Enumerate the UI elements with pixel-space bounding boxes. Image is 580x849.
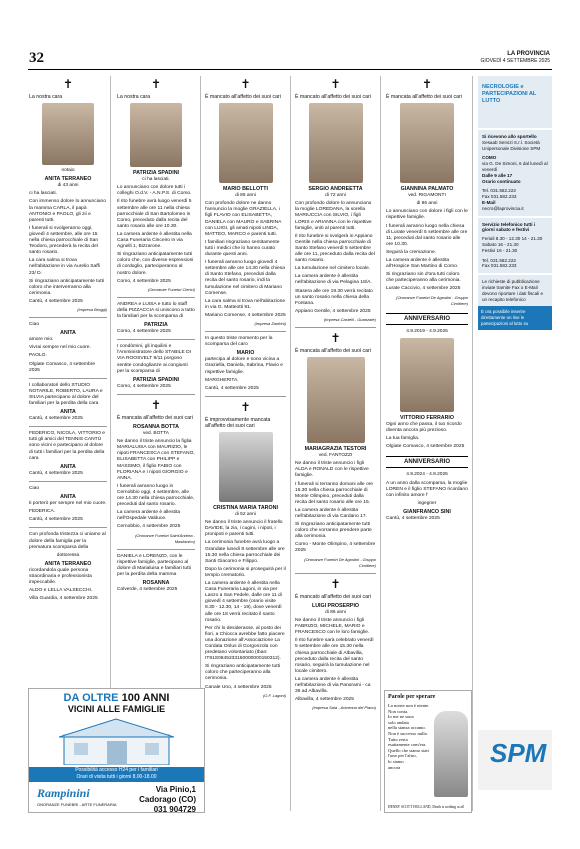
email-label: E-Mail xyxy=(482,199,496,205)
separator xyxy=(117,339,195,340)
poem-line: lo siamo xyxy=(388,758,404,764)
portrait-photo xyxy=(219,103,273,183)
notice-date: Cantù, 4 settembre 2025 xyxy=(29,416,83,422)
notice-label: È mancato all'affetto dei suoi cari xyxy=(295,94,371,100)
ad-phone: 031 904729 xyxy=(153,805,196,813)
notice-date: Cantù, 4 settembre 2025 xyxy=(205,385,259,391)
notice-signature: FEDERICA. xyxy=(29,509,56,515)
deceased-name: ANITA TERRANEO xyxy=(44,560,92,567)
portrait-photo xyxy=(130,103,182,167)
notice-text: Il rito funebre si svolgerà in Appiano Gentile nella chiesa parrocchiale di Santo Stefano venerdì 5 settembre alle ore 11, preceduto dalla recita del santo rosario. xyxy=(295,233,375,264)
angel-statue-image xyxy=(434,711,468,797)
separator xyxy=(117,394,195,395)
notice-label: È mancato all'affetto dei suoi cari xyxy=(205,94,281,100)
separator xyxy=(29,317,107,318)
deceased-name: CRISTINA MARIA TARONI xyxy=(213,505,278,511)
notice-label: La nostra cara xyxy=(117,94,151,100)
deceased-name: VITTORIO FERRARIO xyxy=(399,414,455,421)
info-hours: Feriali 8.30 - 12.30 14 - 21.30 xyxy=(482,236,543,242)
funeral-home-ad[interactable] xyxy=(28,688,205,813)
ad-info-line: Possibilità accesso H24 per i familiari xyxy=(75,767,158,773)
info-text: via G. De Simoni, 6 dal lunedì al venerdì xyxy=(482,161,548,172)
notice-date: Cernobbio, 4 settembre 2025 xyxy=(117,524,181,530)
notice-text: La cara salma si trova nell'abitazione in via Aurelio Saffi 23/ D. xyxy=(29,258,100,276)
notice-label: È improvvisamente mancata all'affetto dei suoi cari xyxy=(205,416,271,429)
notice-text: amore mio. xyxy=(29,337,54,343)
column-4 xyxy=(295,76,376,811)
notice-text: ti porterò per sempre nel mio cuore. xyxy=(29,501,107,507)
notice-text: Ne danno il triste annuncio i figli FABRIZIO, MICHELE, MARIO e FRANCESCO con le loro famiglie. xyxy=(295,618,370,636)
separator xyxy=(117,549,195,550)
ad-address-street: Via Pinio,1 xyxy=(155,785,196,794)
photo-caption: notaio xyxy=(61,168,75,174)
separator xyxy=(29,481,107,482)
notice-text: ANDREA e LUISA e tutto lo staff della PIZZACCIA si uniscono a tutto la familiari per la scomparsa di xyxy=(117,301,195,319)
ad-info-line: Orari di visita tutti i giorni 8.00-18.00 xyxy=(76,774,157,780)
column-2 xyxy=(117,76,195,681)
fax-number: Fax 031.582.233 xyxy=(482,194,517,200)
notice-text: Con profonda tristezza ci uniamo al dolore della famiglia per la prematura scomparsa della xyxy=(29,532,106,550)
cross-icon: ✝ xyxy=(150,77,162,91)
anniversary-dates: 4.9.2019 - 4.9.2025 xyxy=(406,328,448,334)
info-hours: Orario continuato xyxy=(482,178,521,184)
notice-date: Como - Monte Olimpino, 4 settembre 2025 xyxy=(295,542,376,554)
anniversary-dates: 4.9.2024 - 4.9.2025 xyxy=(406,472,448,478)
notice-date: Albavilla, 4 settembre 2025 xyxy=(295,697,354,703)
poem-line: solo andata xyxy=(388,719,409,725)
cross-icon: ✝ xyxy=(330,77,341,91)
notice-text: La camera ardente è allestita nell'abitazione di via Panorami - ca 36 ad Albavilla. xyxy=(295,676,371,695)
deceased-name: GIANFRANCO SINI xyxy=(403,508,451,515)
notice-date: Mariano Comense, 4 settembre 2025 xyxy=(205,312,286,318)
fax-number: Fax 031.582.233 xyxy=(482,263,517,269)
notice-text: Si ringraziano anticipatamente tutti coloro che vorranno prendere parte alla cerimonia. xyxy=(295,522,372,540)
info-text: Le richieste di pubblicazione inviate tramite Fax o E-Mail devono riportare i dati fiscali e un recapito telefonico xyxy=(482,279,544,302)
email-link[interactable]: necro@laprovincia.it xyxy=(482,205,524,211)
notice-text: Lo annunciano con dolore tutti i colleghi O.d.V. - A.N.P.S. di Como. xyxy=(117,185,192,197)
ad-info-bar xyxy=(29,767,204,782)
deceased-name: ANITA TERRANEO xyxy=(44,176,92,183)
info-hours: Festivi 16 - 21.30 xyxy=(482,247,518,253)
notice-text: In questo triste momento per la scomparsa del caro xyxy=(205,336,273,348)
portrait-photo xyxy=(400,103,454,183)
deceased-name: ANITA xyxy=(60,494,76,501)
notice-text: Stasera alle ore 19.30 verrà recitato un santo rosario nella chiesa della Fontana. xyxy=(295,288,373,306)
poem-line: Non è successo nulla. xyxy=(388,730,428,736)
notice-text: I funerali avranno luogo in Cernobbio oggi, 4 settembre, alle ore 14.30 nella chiesa parrocchiale, preceduti dal santo rosario. xyxy=(117,483,195,508)
deceased-age: di 43 anni xyxy=(57,183,79,189)
notice-text: I condòmini, gli inquilini e l'Amministratore dello STABILE DI VIA ROOSVELT 9/11 porgono sentite condoglianze ai congiunti per la scomparsa di xyxy=(117,344,191,374)
notice-date: Lurate Caccivio, 4 settembre 2025 xyxy=(386,286,461,292)
column-3 xyxy=(205,76,286,811)
sidebar xyxy=(478,76,552,330)
funeral-home: (O.F. Lagoni) xyxy=(262,692,286,698)
funeral-home: (Onoranze Funebri De Agostini - Gruppo Cimitiere) xyxy=(396,294,468,306)
notice-date: Cantù, 4 settembre 2025 xyxy=(29,470,83,476)
ad-subheadline: VICINI ALLE FAMIGLIE xyxy=(67,704,166,714)
notice-text: Con profondo dolore lo annunciano la moglie LOREDANA, la sorella MARIUCCIA con SILVIO, i figli LORIS e ARIANNA con le rispettive famiglie, uniti al parenti tutti. xyxy=(295,201,372,231)
separator xyxy=(205,331,286,332)
deceased-title: dottoressa xyxy=(56,552,80,558)
info-title: COMO xyxy=(482,155,497,161)
poem-line: La morte non è niente. xyxy=(388,703,430,708)
funeral-home: (Onoranze Funebri Saint'Andrea - Maslianico) xyxy=(135,532,195,544)
column-1 xyxy=(29,76,107,688)
notice-date: Cantù, 4 settembre 2025 xyxy=(386,516,440,521)
notice-label: La nostra cara xyxy=(29,94,63,100)
notice-text: Vivrai sempre nel mio cuore. xyxy=(29,345,91,351)
notice-text: Con profondo dolore ne danno l'annuncio la moglie GRAZIELLA, i figli FLAVIO con ELISABETTA, DANIELA con MAURO e SABRINA con LUIGI, gli amati nipoti LINDA, MATTEO, MARCO e parenti tutti. xyxy=(205,201,282,237)
anniversary-heading: ANNIVERSARIO xyxy=(386,456,468,468)
notice-text: Con immenso dolore lo annunciano la mamma CARLA, il papà ANTONIO e PAOLO, gli zii e parenti tutti. xyxy=(29,199,106,223)
poem-box xyxy=(384,690,472,813)
online-note: È ora possibile inserire direttamente on line le partecipazioni al lutto su xyxy=(478,306,552,329)
sidebar-office-info xyxy=(478,130,552,216)
notice-text: La camera ardente è allestita all'Hospice San Martino di Como. xyxy=(386,258,459,270)
notice-subtitle: ci ha lasciati. xyxy=(142,177,170,183)
deceased-name: SERGIO ANDREETTA xyxy=(308,186,363,193)
poem-line: Quello che siamo stati xyxy=(388,747,429,753)
notice-text: La camera ardente è allestita nell'abitazione di via Cardano 17. xyxy=(295,507,367,519)
notice-text: Per chi lo desiderasse, al posto dei fiori, a Chiocca avrebbe fatto piacere una donazione all'Associazione La Cordata Onlus di Gorgonzola con predetano volontariato (Iban: IT91S0845333160000000150312). xyxy=(205,625,285,662)
notice-date: Canale Uno, 4 settembre 2025 xyxy=(205,684,272,690)
notice-text: Ogni anno che passa, il tuo ricordo diventa ancora più prezioso. xyxy=(386,421,462,434)
notice-date: Appiano Gentile, 4 settembre 2025 xyxy=(295,308,371,314)
ad-logo: Rampinini xyxy=(37,786,90,800)
poem-line: Tutto resta xyxy=(388,736,408,742)
notice-text: Ciao xyxy=(29,322,40,328)
sidebar-phone-service xyxy=(478,218,552,274)
deceased-name: LUIGI PROSERPIO xyxy=(311,602,360,609)
separator xyxy=(29,378,107,379)
ad-address xyxy=(139,785,196,813)
funeral-home: (Onoranze Funebri De Agostini - Gruppo Cimitiere) xyxy=(304,556,376,568)
notice-date: Villa Guardia, 4 settembre 2025 xyxy=(29,596,98,602)
poem-line: Io me ne sono xyxy=(388,714,414,720)
portrait-photo xyxy=(42,103,94,165)
info-title: Servizio telefonico tutti i giorni sabato e festivi xyxy=(482,221,536,233)
notice-text: Ne danno il triste annuncio il fratello DAVIDE, la zia, i cugini, i nipoti, i pronipoti e parenti tutti. xyxy=(205,520,283,538)
portrait-photo xyxy=(307,357,365,443)
notice-text: DANIELA e LORENZO, con le rispettive famiglie, partecipano al dolore di Marialuisa e familiari tutti per la perdita della mamma xyxy=(117,553,191,577)
anniversary-heading: ANNIVERSARIO xyxy=(386,313,468,325)
notice-date: Olgiate Comasco, 4 settembre 2025 xyxy=(386,444,465,450)
notice-text: PAOLO. xyxy=(29,353,47,359)
deceased-name: PATRIZIA xyxy=(144,322,168,329)
deceased-name: ANITA xyxy=(60,463,76,470)
issue-date: GIOVEDÌ 4 SETTEMBRE 2025 xyxy=(480,58,550,64)
header-rule xyxy=(28,69,552,70)
notice-date: Como, 4 settembre 2025 xyxy=(117,383,171,389)
notice-text: Il rito funebre avrà luogo venerdì 5 settembre alle ore 11 nella chiesa parrocchiale di San Bartolomeo in Como, preceduto dalla recita del santo rosario alle ore 10.30. xyxy=(117,199,192,229)
notice-text: FEDERICO, NICOLA, VITTORIO e tutti gli amici del TENNIS CANTÙ sono vicini e partecipano al dolore di tutti i familiari per la perdita della cara xyxy=(29,431,105,461)
notice-subtitle: ved. FANTOZZI xyxy=(318,453,353,459)
notice-text: La cerimonia funebre avrà luogo a Grandate lunedì 8 settembre alle ore 15.30 nella chiesa parrocchiale dei Santi Giacomo e Filippo. xyxy=(205,540,285,564)
deceased-age: di 86 anni xyxy=(325,609,346,615)
sidebar-heading: NECROLOGIE e PARTECIPAZIONI AL LUTTO xyxy=(482,84,537,104)
notice-signature: MARGHERITA. xyxy=(205,377,239,383)
column-divider xyxy=(472,76,473,811)
deceased-age: di 85 anni xyxy=(235,193,256,199)
column-5 xyxy=(386,76,468,682)
poem-body xyxy=(385,703,436,770)
notice-date: Como, 4 settembre 2025 xyxy=(117,278,171,284)
notice-text: Ciao xyxy=(29,485,40,491)
notice-text: ricordandola quale persona straordinaria e professionista impeccabile. xyxy=(29,567,92,586)
notice-text: La camera ardente è allestita nell'abitazione di via Pelagina 18/A. xyxy=(295,274,372,286)
phone-number: Tel. 031.582.222 xyxy=(482,188,516,194)
notice-signature: La tua famiglia. xyxy=(386,436,420,442)
deceased-name: ROSANNA BOTTA xyxy=(133,424,179,430)
notice-text: Si ringraziano anticipatamente tutti coloro che interverranno alla cerimonia. xyxy=(29,278,105,296)
separator xyxy=(29,426,107,427)
notice-text: Si ringraziano sin d'ora tutti coloro che parteciperanno alla cerimonia. xyxy=(386,272,461,284)
notice-text: ci ha lasciati. xyxy=(29,191,57,197)
notice-date: Cantù, 4 settembre 2025 xyxy=(29,517,83,523)
spm-logo-text: SPM xyxy=(490,738,547,768)
deceased-name: GIANNINA PALMATO xyxy=(400,186,454,193)
deceased-name: ANITA xyxy=(60,330,76,337)
funeral-home: (Impresa Castelli - Guanzate) xyxy=(323,316,376,322)
funeral-home: (Impresa Broggi) xyxy=(77,306,107,312)
cross-icon: ✝ xyxy=(240,77,251,91)
portrait-photo xyxy=(309,103,363,183)
ad-logo-tagline: ONORANZE FUNEBRI - ARTE FUNERARIA xyxy=(37,802,117,807)
info-title: Si ricevono allo sportello xyxy=(482,134,537,139)
deceased-name: MARIO BELLOTTI xyxy=(222,186,269,193)
deceased-name: ROSANNA xyxy=(142,580,170,587)
cross-icon: ✝ xyxy=(150,397,162,412)
info-hours: Sabato 16 - 21.30 xyxy=(482,241,519,247)
portrait-photo xyxy=(400,338,454,412)
notice-text: A un anno dalla scomparsa, la moglie LOREN e il figlio STEFANO ricordano con infinito amore l' xyxy=(386,480,468,498)
poem-title: Parole per sperare xyxy=(388,694,436,700)
notice-text: Si ringraziano anticipatamente tutti coloro che, con diverse espressioni di cordoglio, parteciperanno al nostro dolore. xyxy=(117,252,194,276)
deceased-age: di 86 anni xyxy=(416,201,438,207)
notice-text: partecipa al dolore e sono vicina a Graziella, Daniela, Sabrina, Flavio e rispettive famiglie. xyxy=(205,357,284,375)
notice-text: I funerali avranno luogo giovedì 4 settembre alle ore 14.30 nella chiesa di Santo Stefano, preceduti dalla recita del santo rosario, indi la tumulazione nel cimitero di Mariano Comense. xyxy=(205,260,285,296)
notice-text: I funerali avranno luogo nella chiesa di Lurate venerdì 5 settembre alle ore 11, preceduti dal santo rosario alle ore 10.30. xyxy=(386,223,468,247)
notice-text: I funerali si svolgeranno oggi, giovedì 4 settembre, alle ore 15 nella chiesa parrocchiale di San Teodoro, precederà la recita del santo rosario. xyxy=(29,225,99,256)
notice-text: Si ringraziano anticipatamente tutti coloro che parteciperanno alla cerimonia. xyxy=(205,664,281,682)
column-divider xyxy=(380,76,381,811)
portrait-photo xyxy=(219,432,273,502)
ad-headline-suffix: 100 ANNI xyxy=(121,692,170,704)
poem-line: nella stanza accanto. xyxy=(388,725,426,731)
info-text: Sesaab Servizi S.r.l. Società Unipersonale Divisione SPM xyxy=(482,139,541,151)
deceased-name: MARIAGRAZIA TESTORI xyxy=(304,446,367,453)
poem-author: HENRY SCOTT HOLLAND, Death is nothing at all xyxy=(388,805,465,809)
funeral-home: (Impresa Sala - Avicenna del Piano) xyxy=(312,705,376,711)
deceased-name: PATRIZIA SPADINI xyxy=(132,376,179,383)
notice-date: Olgiate Comasco, 4 settembre 2025 xyxy=(29,361,96,373)
ad-headline-prefix: DA xyxy=(63,692,79,704)
deceased-name: ANITA xyxy=(60,409,76,416)
deceased-title: ingegner xyxy=(417,500,437,506)
cross-icon: ✝ xyxy=(240,399,251,414)
cross-icon: ✝ xyxy=(62,77,74,91)
notice-label: È mancata all'affetto dei suoi cari xyxy=(295,347,371,354)
notice-text: Seguirà la cremazione. xyxy=(386,249,437,255)
notice-text: La camera ardente è allestita nell'Ospedale Valduce. xyxy=(117,510,181,522)
notice-text: Il rito funebre sarà celebrato venerdì 5 settembre alle ore 15.30 nella chiesa parrocchiale di Albavilla, preceduto dalla recita del santo rosario, seguirà la tumulazione nel locale cimitero. xyxy=(295,638,374,674)
ad-headline-strong: OLTRE xyxy=(82,692,119,704)
column-divider xyxy=(290,76,291,811)
building-illustration xyxy=(59,717,174,765)
separator xyxy=(295,327,376,328)
notice-subtitle: ved. BOTTA xyxy=(142,431,170,437)
notice-text: La camera ardente è allestita nella Casa Funeraria Cinceiro in via Agnelli 1, Bizzarone. xyxy=(117,231,192,250)
sidebar-top-panel xyxy=(478,76,552,128)
notice-text: La tumulazione nel cimitero locale. xyxy=(295,266,371,272)
ad-address-city: Cadorago (CO) xyxy=(139,795,196,804)
separator xyxy=(117,297,195,298)
notice-text: Dopo la cerimonia si proseguirà per il tempio crematorio. xyxy=(205,566,286,578)
brand-name: LA PROVINCIA xyxy=(507,51,550,57)
separator xyxy=(29,527,107,528)
notice-text: Ne danno il triste annuncio i figli ALDA e RONALD con le rispettive famiglie. xyxy=(295,461,369,479)
poem-line: ancora xyxy=(388,764,401,770)
separator xyxy=(205,396,286,397)
notice-text: I funerali si terranno domani alle ore 15.30 nella chiesa parrocchiale di Monte Olimpino, preceduti dalla recita del santo rosario alle ore 15. xyxy=(295,481,374,505)
deceased-name: PATRIZIA SPADINI xyxy=(132,170,179,177)
notice-signature: ALDO e LELLA VALSECCHI. xyxy=(29,588,93,594)
notice-date: Colverde, 4 settembre 2025 xyxy=(117,587,178,593)
spm-logo[interactable] xyxy=(478,730,552,790)
cross-icon: ✝ xyxy=(330,576,341,591)
cross-icon: ✝ xyxy=(330,330,341,345)
masthead xyxy=(481,51,550,65)
notice-text: La cara salma si trova nell'abitazione in via G. Matteotti 91. xyxy=(205,298,286,310)
notice-text: I collaboratori dello STUDIO NOTARILE, ROBERTO, LAURA e SILVIA partecipano al dolore del familiari per la perdita della cara xyxy=(29,382,103,406)
notice-text: Lo annunciano con dolore i figli con le rispettive famiglie. xyxy=(386,209,468,221)
notice-label: È mancato all'affetto dei suoi cari xyxy=(295,593,371,600)
notice-date: Cantù, 4 settembre 2025 xyxy=(29,298,83,304)
deceased-age: di 72 anni xyxy=(325,193,346,199)
notice-subtitle: ved. RIGAMONTI xyxy=(408,193,446,199)
poem-line: l'uno per l'altro, xyxy=(388,753,417,759)
deceased-age: di 52 anni xyxy=(235,512,256,518)
notice-date: Como, 4 settembre 2025 xyxy=(117,329,171,335)
phone-number: Tel. 031.582.222 xyxy=(482,257,516,263)
separator xyxy=(295,573,376,574)
poem-line: Non conta. xyxy=(388,708,409,714)
funeral-home: (Onoranze Funebri Clerici) xyxy=(147,286,195,292)
page-number: 32 xyxy=(29,50,44,66)
notice-text: La camera ardente è allestita nella Casa Funeraria Lagoni, in via per Lanzo a San Fedele, dalle ore 11 di giovedì 4 settembre (orario visite 8.30 - 12.30, 14 - 19), dove venerdì alle ore 18 verrà recitato il santo rosario. xyxy=(205,581,282,623)
poem-line: esattamente com'era. xyxy=(388,742,427,748)
info-hours: Dalle 9 alle 17 xyxy=(482,172,513,178)
deceased-name: MARIO xyxy=(236,350,255,357)
cross-icon: ✝ xyxy=(421,77,433,91)
page-header xyxy=(0,0,580,72)
notice-text: Ne danno il triste annuncio la figlia MARIALUISA con MAURIZIO, le nipoti FRANCESCA con STEFANO, ELISABETTA con PHILIPP e MASSIMO, il figlio FABIO con FLORIANA e i nipoti GIORGIO e ANNA. xyxy=(117,439,195,481)
notice-label: È mancata all'affetto dei suoi cari xyxy=(117,414,193,421)
ad-headline xyxy=(29,692,204,704)
sidebar-note xyxy=(478,275,552,306)
funeral-home: (Impresa Zanfrini) xyxy=(254,320,286,326)
notice-label: È mancata all'affetto dei suoi cari xyxy=(386,94,462,100)
notice-text: I familiari ringraziano sentitamente tutti i medici che lo hanno curato durante questi anni. xyxy=(205,239,280,258)
